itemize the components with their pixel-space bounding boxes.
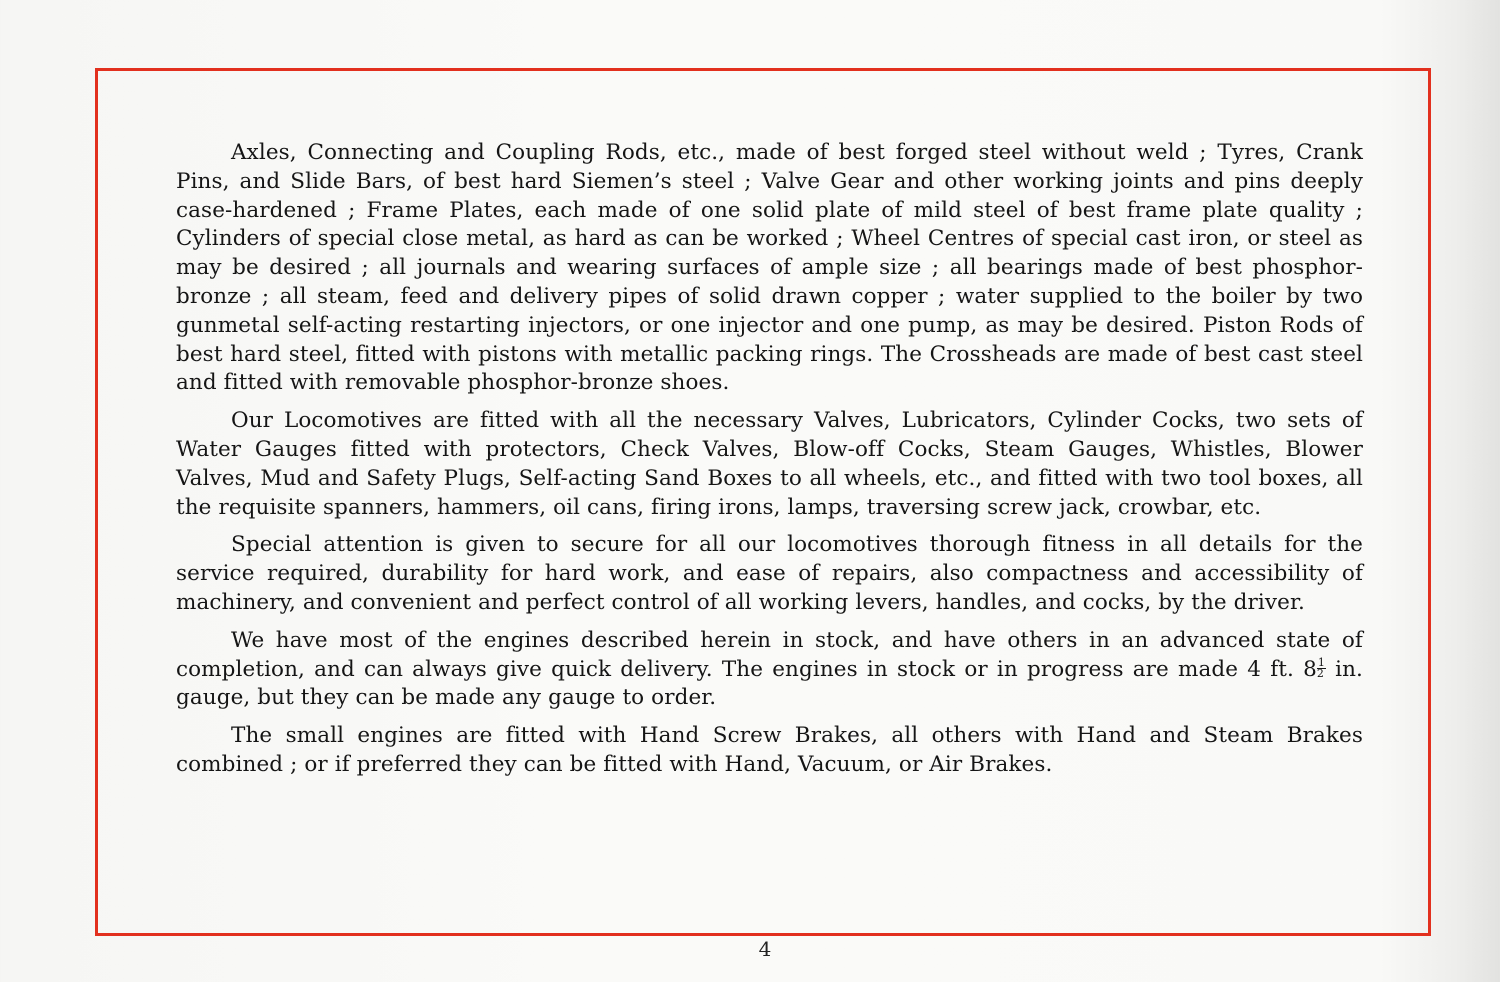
paragraph-materials: Axles, Connecting and Coupling Rods, etc., made of best forged steel without weld ; Tyres, Crank Pins, and Slide Bars, of best hard Siemen’s steel ; Valve Gear and other working joints and pins deeply case-hardened ; Frame Plates, each made of one solid plate of mild steel of best frame plate quality ; Cylinders of special close metal, as hard as can be worked ; Wheel Centres of special cast iron, or steel as may be desired ; all journals and wearing surfaces of ample size ; all bearings made of best phosphor-bronze ; all steam, feed and delivery pipes of solid drawn copper ; water supplied to the boiler by two gunmetal self-acting restarting injectors, or one injector and one pump, as may be desired. Piston Rods of best hard steel, fitted with pistons with metallic packing rings. The Crossheads are made of best cast steel and fitted with removable phosphor-bronze shoes. [176,140,1363,396]
page-number: 4 [758,937,772,961]
paragraph-stock-and-gauge [176,627,1363,713]
fraction-numerator: 1 [1317,656,1325,670]
half-fraction [1317,658,1326,679]
gauge-text-before: We have most of the engines described herein in stock, and have others in an advanced state of completion, and can always give quick delivery. The engines in stock or in progress are made 4 ft. 8 [176,627,1363,682]
paragraph-brakes: The small engines are fitted with Hand Screw Brakes, all others with Hand and Steam Brakes combined ; or if preferred they can be fitted with Hand, Vacuum, or Air Brakes. [176,723,1363,777]
body-text [176,139,1363,789]
paragraph-fittings: Our Locomotives are fitted with all the necessary Valves, Lubricators, Cylinder Cocks, two sets of Water Gauges fitted with protectors, Check Valves, Blow-off Cocks, Steam Gauges, Whistles, Blower Valves, Mud and Safety Plugs, Self-acting Sand Boxes to all wheels, etc., and fitted with two tool boxes, all the requisite spanners, hammers, oil cans, firing irons, lamps, traversing screw jack, crowbar, etc. [176,408,1363,520]
paragraph-special-attention: Special attention is given to secure for all our locomotives thorough fitness in all details for the service required, durability for hard work, and ease of repairs, also compactness and accessibility of machinery, and convenient and perfect control of all working levers, handles, and cocks, by the driver. [176,532,1363,615]
gauge-text-after: in. gauge, but they can be made any gauge to order. [176,656,1363,711]
fraction-denominator: 2 [1316,667,1324,681]
